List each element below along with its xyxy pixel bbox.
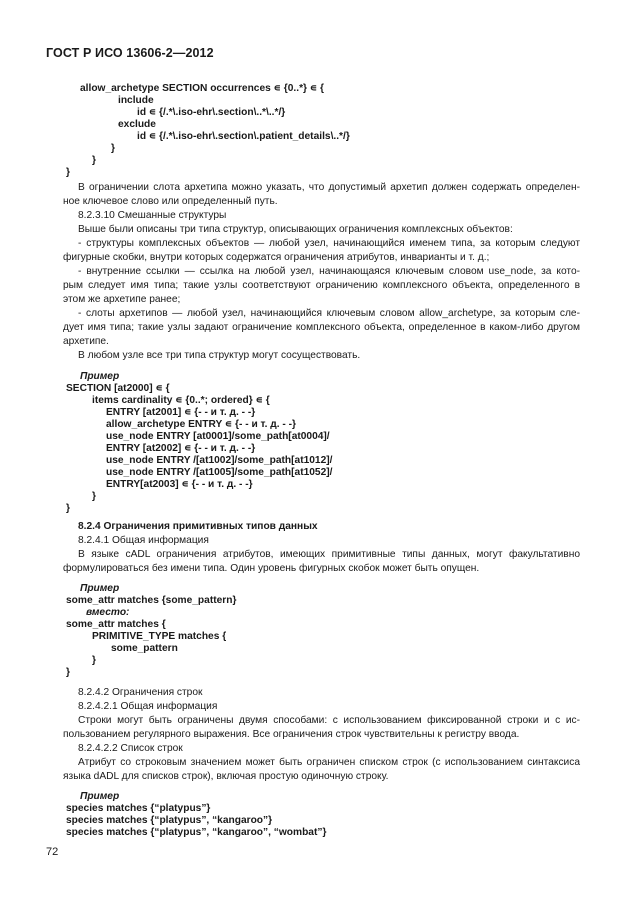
code-line: PRIMITIVE_TYPE matches { [92,631,227,642]
paragraph-line: Атрибут со строковым значением может быть ограничен списком строк (с использованием синтаксиса [78,757,580,768]
paragraph-line: - структуры комплексных объектов — любой узел, начинающийся именем типа, за которым следуют [78,238,580,249]
code-line: ENTRY [at2002] ∊ {- - и т. д. - -} [106,443,256,454]
section-heading: 8.2.4 Ограничения примитивных типов данных [78,521,318,532]
subsection-heading: 8.2.4.2.2 Список строк [78,743,183,754]
paragraph-line: дует имя типа; такие узлы задают ограничение комплексного объекта, определенное в каком-либо другом [63,322,580,333]
example-label: Пример [80,583,120,594]
paragraph-line: - слоты архетипов — любой узел, начинающийся ключевым словом allow_archetype, за которым сле- [78,308,580,319]
paragraph-line: Выше были описаны три типа структур, описывающих ограничения комплексных объектов: [78,224,513,235]
code-line: id ∊ {/.*\.iso-ehr\.section\.patient_details\..*/} [137,131,350,142]
paragraph-line: - внутренние ссылки — ссылка на любой узел, начинающаяся ключевым словом use_node, за кото- [78,266,580,277]
paragraph-line: языка dADL для списков строк), включая простую одиночную строку. [63,771,389,782]
code-label-instead: вместо: [86,607,130,618]
code-line: } [92,155,96,166]
paragraph-line: фигурные скобки, внутри которых содержатся ограничения атрибутов, инварианты и т. д.; [63,252,490,263]
code-line: species matches {“platypus”, “kangaroo”} [66,815,273,826]
paragraph-line: ное ключевое слово или определенный путь. [63,196,278,207]
code-line: exclude [118,119,156,130]
example-label: Пример [80,791,120,802]
subsection-heading: 8.2.4.1 Общая информация [78,535,209,546]
document-header: ГОСТ Р ИСО 13606-2—2012 [46,46,214,60]
code-line: some_attr matches {some_pattern} [66,595,237,606]
code-line: allow_archetype SECTION occurrences ∊ {0..*} ∊ { [80,83,324,94]
paragraph-line: В языке cADL ограничения атрибутов, имеющих примитивные типы данных, могут факультативно [78,549,580,560]
subsection-heading: 8.2.3.10 Смешанные структуры [78,210,227,221]
code-line: include [118,95,154,106]
subsection-heading: 8.2.4.2.1 Общая информация [78,701,218,712]
code-line: items cardinality ∊ {0..*; ordered} ∊ { [92,395,270,406]
paragraph-line: Строки могут быть ограничены двумя способами: с использованием фиксированной строки и с ис- [78,715,580,726]
subsection-heading: 8.2.4.2 Ограничения строк [78,687,203,698]
paragraph-line: этом же архетипе ранее; [63,294,181,305]
paragraph-line: В ограничении слота архетипа можно указать, что допустимый архетип должен содержать определен- [78,182,580,193]
code-line: } [92,491,96,502]
code-line: } [66,667,70,678]
code-line: species matches {“platypus”} [66,803,211,814]
code-line: ENTRY[at2003] ∊ {- - и т. д. - -} [106,479,253,490]
paragraph-line: пользованием регулярного выражения. Все ограничения строк чувствительны к регистру ввода. [63,729,520,740]
code-line: some_attr matches { [66,619,166,630]
code-line: use_node ENTRY [at0001]/some_path[at0004]/ [106,431,330,442]
code-line: ENTRY [at2001] ∊ {- - и т. д. - -} [106,407,256,418]
code-line: } [66,167,70,178]
code-line: } [66,503,70,514]
example-label: Пример [80,371,120,382]
page-number: 72 [46,846,59,858]
code-line: some_pattern [111,643,178,654]
code-line: id ∊ {/.*\.iso-ehr\.section\..*\..*/} [137,107,286,118]
code-line: species matches {“platypus”, “kangaroo”, “wombat”} [66,827,327,838]
code-line: use_node ENTRY /[at1005]/some_path[at1052]/ [106,467,333,478]
paragraph-line: формулироваться без имени типа. Один уровень фигурных скобок может быть опущен. [63,563,480,574]
paragraph-line: архетипе. [63,336,109,347]
code-line: allow_archetype ENTRY ∊ {- - и т. д. - -} [106,419,297,430]
code-line: use_node ENTRY /[at1002]/some_path[at1012]/ [106,455,333,466]
code-line: } [92,655,96,666]
paragraph-line: В любом узле все три типа структур могут сосуществовать. [78,350,361,361]
code-line: } [111,143,115,154]
paragraph-line: рым следует имя типа; такие узлы соответствуют ограничению комплексного объекта, определенного в [63,280,580,291]
code-line: SECTION [at2000] ∊ { [66,383,170,394]
